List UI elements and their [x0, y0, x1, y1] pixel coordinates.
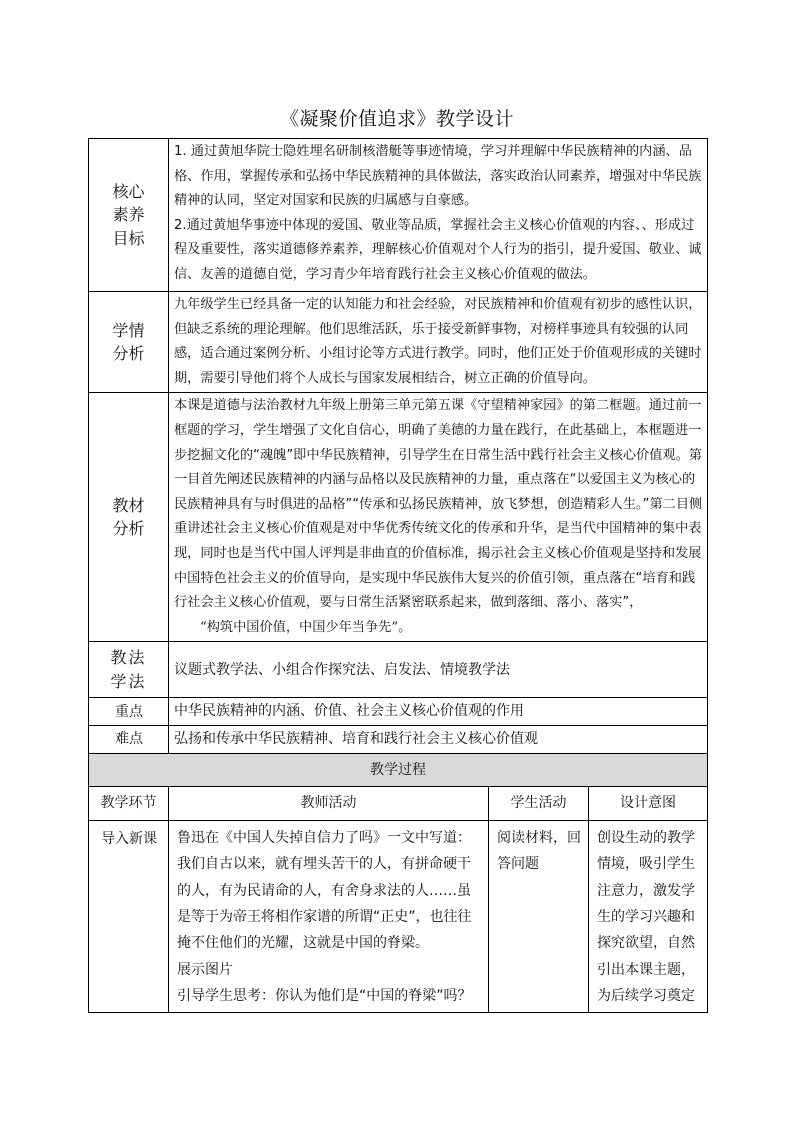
- table-row: [89, 820, 708, 1012]
- label-difficult: 难点: [89, 725, 169, 753]
- label-key: 重点: [89, 698, 169, 726]
- row-methods: [89, 642, 708, 698]
- cell-students: 九年级学生已经具备一定的认知能力和社会经验，对民族精神和价值观有初步的感性认识，但缺乏系统的理论理解。他们思维活跃，乐于接受新鲜事物，对榜样事迹具有较强的认同感，适合通过案例分析、小组讨论等方式进行教学。同时，他们正处于价值观形成的关键时期，需要引导他们将个人成长与国家发展相结合，树立正确的价值导向。: [169, 292, 708, 393]
- row-students: [89, 292, 708, 393]
- row-material: [89, 393, 708, 642]
- process-heading: 教学过程: [89, 753, 708, 787]
- column-student: 学生活动: [489, 787, 589, 821]
- cell-key: 中华民族精神的内涵、价值、社会主义核心价值观的作用: [169, 698, 708, 726]
- cell-goals: [169, 139, 708, 292]
- label-goals: [89, 139, 169, 292]
- label-methods-text: 教法学法: [110, 648, 147, 691]
- teacher-paragraph-3: 引导学生思考：你认为他们是“中国的脊梁”吗？: [177, 988, 472, 1005]
- teacher-paragraph-2: 展示图片: [177, 961, 233, 978]
- label-students: [89, 292, 169, 393]
- label-students-text: 学情分析: [112, 320, 145, 364]
- cell-intent: 创设生动的教学情境，吸引学生注意力，激发学生的学习兴趣和探究欲望，自然引出本课主题，为后续学习奠定: [589, 820, 708, 1012]
- row-process-columns: [89, 787, 708, 821]
- column-stage: 教学环节: [89, 787, 169, 821]
- goals-paragraph-2: 2.通过黄旭华事迹中体现的爱国、敬业等品质，掌握社会主义核心价值观的内容、、形成过程及重要性，落实道德修养素养，理解核心价值观对个人行为的指引，提升爱国、敬业、诚信、友善的道德自觉，学习青少年培育践行社会主义核心价值观的做法。: [174, 217, 702, 282]
- cell-difficult: 弘扬和传承中华民族精神、培育和践行社会主义核心价值观: [169, 725, 708, 753]
- row-goals: [89, 139, 708, 292]
- row-process-heading: [89, 753, 708, 787]
- cell-methods: 议题式教学法、小组合作探究法、启发法、情境教学法: [169, 642, 708, 698]
- label-methods: [89, 642, 169, 698]
- label-material-text: 教材分析: [112, 495, 145, 539]
- cell-material: [169, 393, 708, 642]
- teacher-paragraph-1: 鲁迅在《中国人失掉自信力了吗》一文中写道：我们自古以来，就有埋头苦干的人，有拼命硬干的人，有为民请命的人，有舍身求法的人……虽是等于为帝王将相作家谱的所谓“正史”，也往往掩不住他们的光耀，这就是中国的脊梁。: [177, 829, 472, 952]
- row-difficult: [89, 725, 708, 753]
- cell-stage: 导入新课: [89, 820, 169, 1012]
- label-material: [89, 393, 169, 642]
- cell-student: 阅读材料，回答问题: [489, 820, 589, 1012]
- cell-teacher: [169, 820, 489, 1012]
- material-text-tail: “构筑中国价值，中国少年当争先”。: [200, 619, 412, 635]
- material-text: 本课是道德与法治教材九年级上册第三单元第五课《守望精神家园》的第二框题。通过前一框题的学习，学生增强了文化自信心，明确了美德的力量在践行，在此基础上，本框题进一步挖掘文化的“魂魄”即中华民族精神，引导学生在日常生活中践行社会主义核心价值观。第一目首先阐述民族精神的内涵与品格以及民族精神的力量，重点落在“以爱国主义为核心的民族精神具有与时俱进的品格”“传承和弘扬民族精神，放飞梦想，创造精彩人生。”第二目侧重讲述社会主义核心价值观是对中华优秀传统文化的传承和升华，是当代中国精神的集中表现，同时也是当代中国人评判是非曲直的价值标准，揭示社会主义核心价值观是坚持和发展中国特色社会主义的价值导向，是实现中华民族伟大复兴的价值引领，重点落在“培育和践行社会主义核心价值观，要与日常生活紧密联系起来，做到落细、落小、落实”，: [174, 398, 703, 611]
- column-intent: 设计意图: [589, 787, 708, 821]
- label-goals-text: 核心素养目标: [112, 181, 145, 248]
- lesson-plan-table: [88, 138, 708, 1013]
- document-title: 《凝聚价值追求》教学设计: [279, 108, 514, 130]
- column-teacher: 教师活动: [169, 787, 489, 821]
- goals-paragraph-1: 1. 通过黄旭华院士隐姓埋名研制核潜艇等事迹情境，学习并理解中华民族精神的内涵、品格、作用，掌握传承和弘扬中华民族精神的具体做法，落实政治认同素养，增强对中华民族精神的认同，坚定对国家和民族的归属感与自豪感。: [174, 144, 702, 209]
- row-key: [89, 698, 708, 726]
